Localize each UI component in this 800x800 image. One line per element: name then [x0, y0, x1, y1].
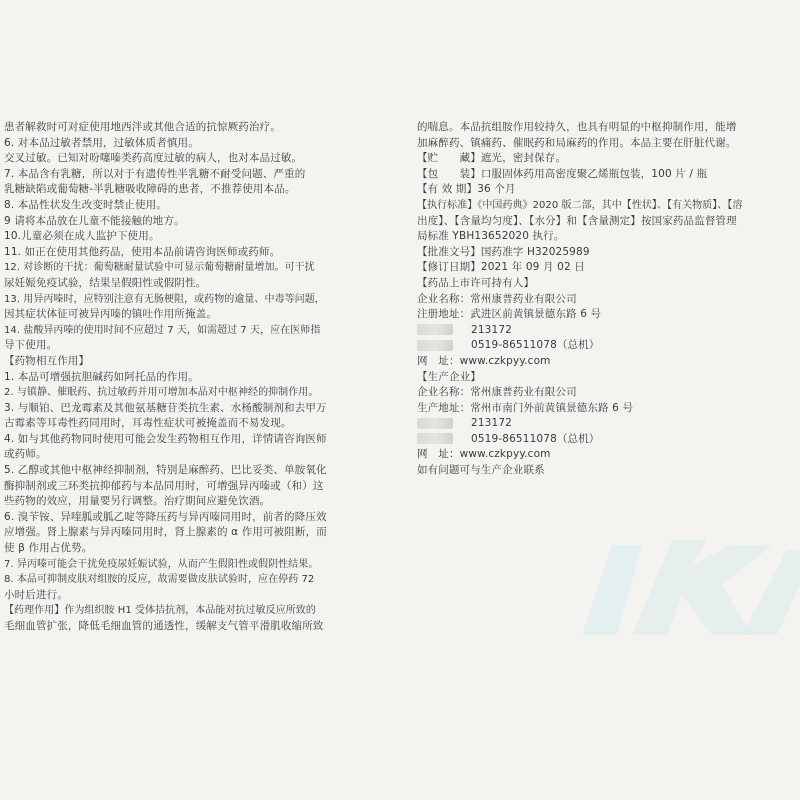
right-text-line: [417, 447, 800, 463]
right-line-text: 如有问题可与生产企业联系: [417, 464, 545, 477]
right-line-text: 局标准 YBH13652020 执行。: [417, 230, 565, 243]
right-text-line: [417, 260, 800, 276]
left-text-line: [4, 198, 388, 214]
right-text-line: [417, 385, 800, 401]
left-line-text: 13. 用异丙嗪时，应特别注意有无肠梗阻，或药物的逾量、中毒等问题，: [4, 293, 325, 305]
left-text-line: [4, 401, 388, 417]
right-text-line: [417, 292, 800, 308]
right-text-line: [417, 338, 800, 354]
right-text-line: [417, 182, 800, 198]
left-text-line: [4, 120, 388, 136]
right-line-text: 【批准文号】国药准字 H32025989: [417, 245, 590, 258]
redacted-label-block: [417, 433, 453, 444]
left-section-header: [4, 354, 388, 370]
left-line-text: 尿妊娠免疫试验，结果呈假阳性或假阴性。: [4, 276, 207, 289]
right-text-line: [417, 323, 800, 339]
right-text-line: [417, 401, 800, 417]
watermark-graphic: [572, 525, 800, 645]
left-line-text: 5. 乙醇或其他中枢神经抑制剂，特别是麻醉药、巴比妥类、单胺氧化: [4, 464, 327, 477]
left-line-text: 6. 对本品过敏者禁用，过敏体质者慎用。: [4, 136, 199, 149]
right-line-text: 注册地址：武进区前黄镇景德东路 6 号: [417, 308, 602, 321]
left-line-text: 患者解救时可对症使用地西泮或其他合适的抗惊厥药治疗。: [4, 121, 281, 133]
right-line-text: 加麻醉药、镇痛药、催眠药和局麻药的作用。本品主要在肝脏代谢。: [417, 136, 737, 149]
left-text-line: [4, 479, 388, 495]
left-line-text: 小时后进行。: [4, 588, 68, 601]
right-text-line: [417, 136, 800, 152]
left-line-text: 古霉素等耳毒性药同用时，耳毒性症状可被掩盖而不易发现。: [4, 417, 292, 430]
left-text-line: [4, 136, 388, 152]
left-text-line: [4, 276, 388, 292]
left-line-text: 乳糖缺陷或葡萄糖-半乳糖吸收障碍的患者，不推荐使用本品。: [4, 183, 296, 196]
left-text-line: [4, 323, 388, 339]
left-text-line: [4, 557, 388, 573]
left-line-text: 7. 本品含有乳糖，所以对于有遗传性半乳糖不耐受问题、严重的: [4, 167, 306, 180]
left-line-text: 4. 如与其他药物同时使用可能会发生药物相互作用，详情请咨询医师: [4, 432, 327, 445]
left-text-line: [4, 416, 388, 432]
left-line-text: 因其症状体征可被异丙嗪的镇吐作用所掩盖。: [4, 308, 217, 321]
right-text-line: [417, 463, 800, 479]
left-line-text: 9 请将本品放在儿童不能接触的地方。: [4, 214, 185, 227]
right-text-line: [417, 245, 800, 261]
right-line-text: 出度】、【含量均匀度】、【水分】和【含量测定】按国家药品监督管理: [417, 214, 737, 227]
left-line-text: 6. 溴苄铵、异喹胍或胍乙啶等降压药与异丙嗪同用时，前者的降压效: [4, 510, 327, 523]
left-text-line: [4, 245, 388, 261]
right-text-line: [417, 198, 800, 214]
left-text-line: [4, 463, 388, 479]
left-text-line: [4, 432, 388, 448]
left-line-text: 或药师。: [4, 448, 47, 461]
left-line-text: 【药理作用】作为组织胺 H1 受体拮抗剂，本品能对抗过敏反应所致的: [4, 605, 316, 617]
left-line-text: 些药物的效应，用量要另行调整。治疗期间应避免饮酒。: [4, 495, 271, 508]
redacted-label-block: [417, 324, 453, 335]
left-line-text: 10.儿童必须在成人监护下使用。: [4, 230, 160, 243]
left-text-line: [4, 385, 388, 401]
right-text-line: [417, 120, 800, 136]
left-text-line: [4, 229, 388, 245]
left-line-text: 11. 如正在使用其他药品，使用本品前请咨询医师或药师。: [4, 245, 281, 258]
right-line-text: 企业名称：常州康普药业有限公司: [417, 292, 577, 305]
right-line-text: 【有 效 期】36 个月: [417, 183, 516, 196]
right-line-text: 网 址：www.czkpyy.com: [417, 448, 551, 461]
left-line-text: 12. 对诊断的干扰：葡萄糖耐量试验中可显示葡萄糖耐量增加。可干扰: [4, 262, 315, 274]
right-section-header: [417, 370, 800, 386]
left-text-line: [4, 603, 388, 619]
right-section-header: [417, 276, 800, 292]
left-line-text: 14. 盐酸异丙嗪的使用时间不应超过 7 天，如需超过 7 天，应在医师指: [4, 324, 321, 336]
right-line-text: 【贮 藏】遮光，密封保存。: [417, 152, 567, 165]
right-text-line: [417, 214, 800, 230]
right-text-line: [417, 151, 800, 167]
left-text-line: [4, 167, 388, 183]
left-text-line: [4, 292, 388, 308]
left-text-line: [4, 572, 388, 588]
left-text-line: [4, 214, 388, 230]
left-line-text: 1. 本品可增强抗胆碱药如阿托品的作用。: [4, 370, 199, 383]
left-text-line: [4, 494, 388, 510]
left-text-line: [4, 307, 388, 323]
left-line-text: 使 β 作用占优势。: [4, 542, 93, 555]
left-text-line: [4, 370, 388, 386]
left-text-line: [4, 447, 388, 463]
left-text-line: [4, 619, 388, 635]
right-line-text: 【药品上市许可持有人】: [417, 276, 535, 289]
left-text-line: [4, 510, 388, 526]
right-line-text: 企业名称：常州康普药业有限公司: [417, 386, 577, 399]
redacted-label-block: [417, 340, 453, 351]
redacted-label-block: [417, 418, 453, 429]
right-line-text: 的喘息。本品抗组胺作用较持久，也具有明显的中枢抑制作用，能增: [417, 121, 737, 133]
right-text-line: [417, 229, 800, 245]
right-text-line: [417, 432, 800, 448]
left-line-text: 【药物相互作用】: [4, 354, 90, 367]
right-line-text: 网 址：www.czkpyy.com: [417, 354, 551, 367]
left-text-line: [4, 182, 388, 198]
right-line-text: 213172: [471, 323, 512, 336]
left-text-line: [4, 151, 388, 167]
left-line-text: 2. 与镇静、催眠药、抗过敏药并用可增加本品对中枢神经的抑制作用。: [4, 387, 319, 399]
left-line-text: 导下使用。: [4, 339, 58, 352]
right-text-column: [417, 120, 800, 479]
left-text-line: [4, 588, 388, 604]
left-line-text: 8. 本品性状发生改变时禁止使用。: [4, 198, 167, 211]
right-line-text: 【生产企业】: [417, 370, 481, 383]
left-line-text: 应增强。肾上腺素与异丙嗪同用时，肾上腺素的 α 作用可被阻断，而: [4, 526, 327, 539]
right-line-text: 【执行标准】《中国药典》2020 版二部，其中【性状】、【有关物质】、【溶: [417, 199, 743, 211]
left-line-text: 3. 与顺铂、巴龙霉素及其他氨基糖苷类抗生素、水杨酸制剂和去甲万: [4, 401, 327, 414]
right-text-line: [417, 354, 800, 370]
right-line-text: 0519-86511078（总机）: [471, 432, 600, 445]
right-text-line: [417, 167, 800, 183]
left-text-line: [4, 541, 388, 557]
left-text-line: [4, 338, 388, 354]
left-line-text: 毛细血管扩张，降低毛细血管的通透性，缓解支气管平滑肌收缩所致: [4, 620, 324, 632]
left-line-text: 8. 本品可抑制皮肤对组胺的反应，故需要做皮肤试验时，应在停药 72: [4, 574, 315, 586]
right-line-text: 【修订日期】2021 年 09 月 02 日: [417, 261, 585, 274]
right-line-text: 213172: [471, 417, 512, 430]
left-line-text: 酶抑制剂或三环类抗抑郁药与本品同用时，可增强异丙嗪或（和）这: [4, 479, 324, 492]
left-text-column: [4, 120, 388, 635]
right-line-text: 【包 装】口服固体药用高密度聚乙烯瓶包装，100 片 / 瓶: [417, 167, 708, 180]
left-line-text: 7. 异丙嗪可能会干扰免疫尿妊娠试验，从而产生假阳性或假阴性结果。: [4, 558, 319, 570]
left-text-line: [4, 525, 388, 541]
right-line-text: 生产地址：常州市南门外前黄镇景德东路 6 号: [417, 401, 634, 414]
left-text-line: [4, 260, 388, 276]
left-line-text: 交叉过敏。已知对吩噻嗪类药高度过敏的病人，也对本品过敏。: [4, 152, 303, 165]
right-line-text: 0519-86511078（总机）: [471, 339, 600, 352]
right-text-line: [417, 416, 800, 432]
right-text-line: [417, 307, 800, 323]
